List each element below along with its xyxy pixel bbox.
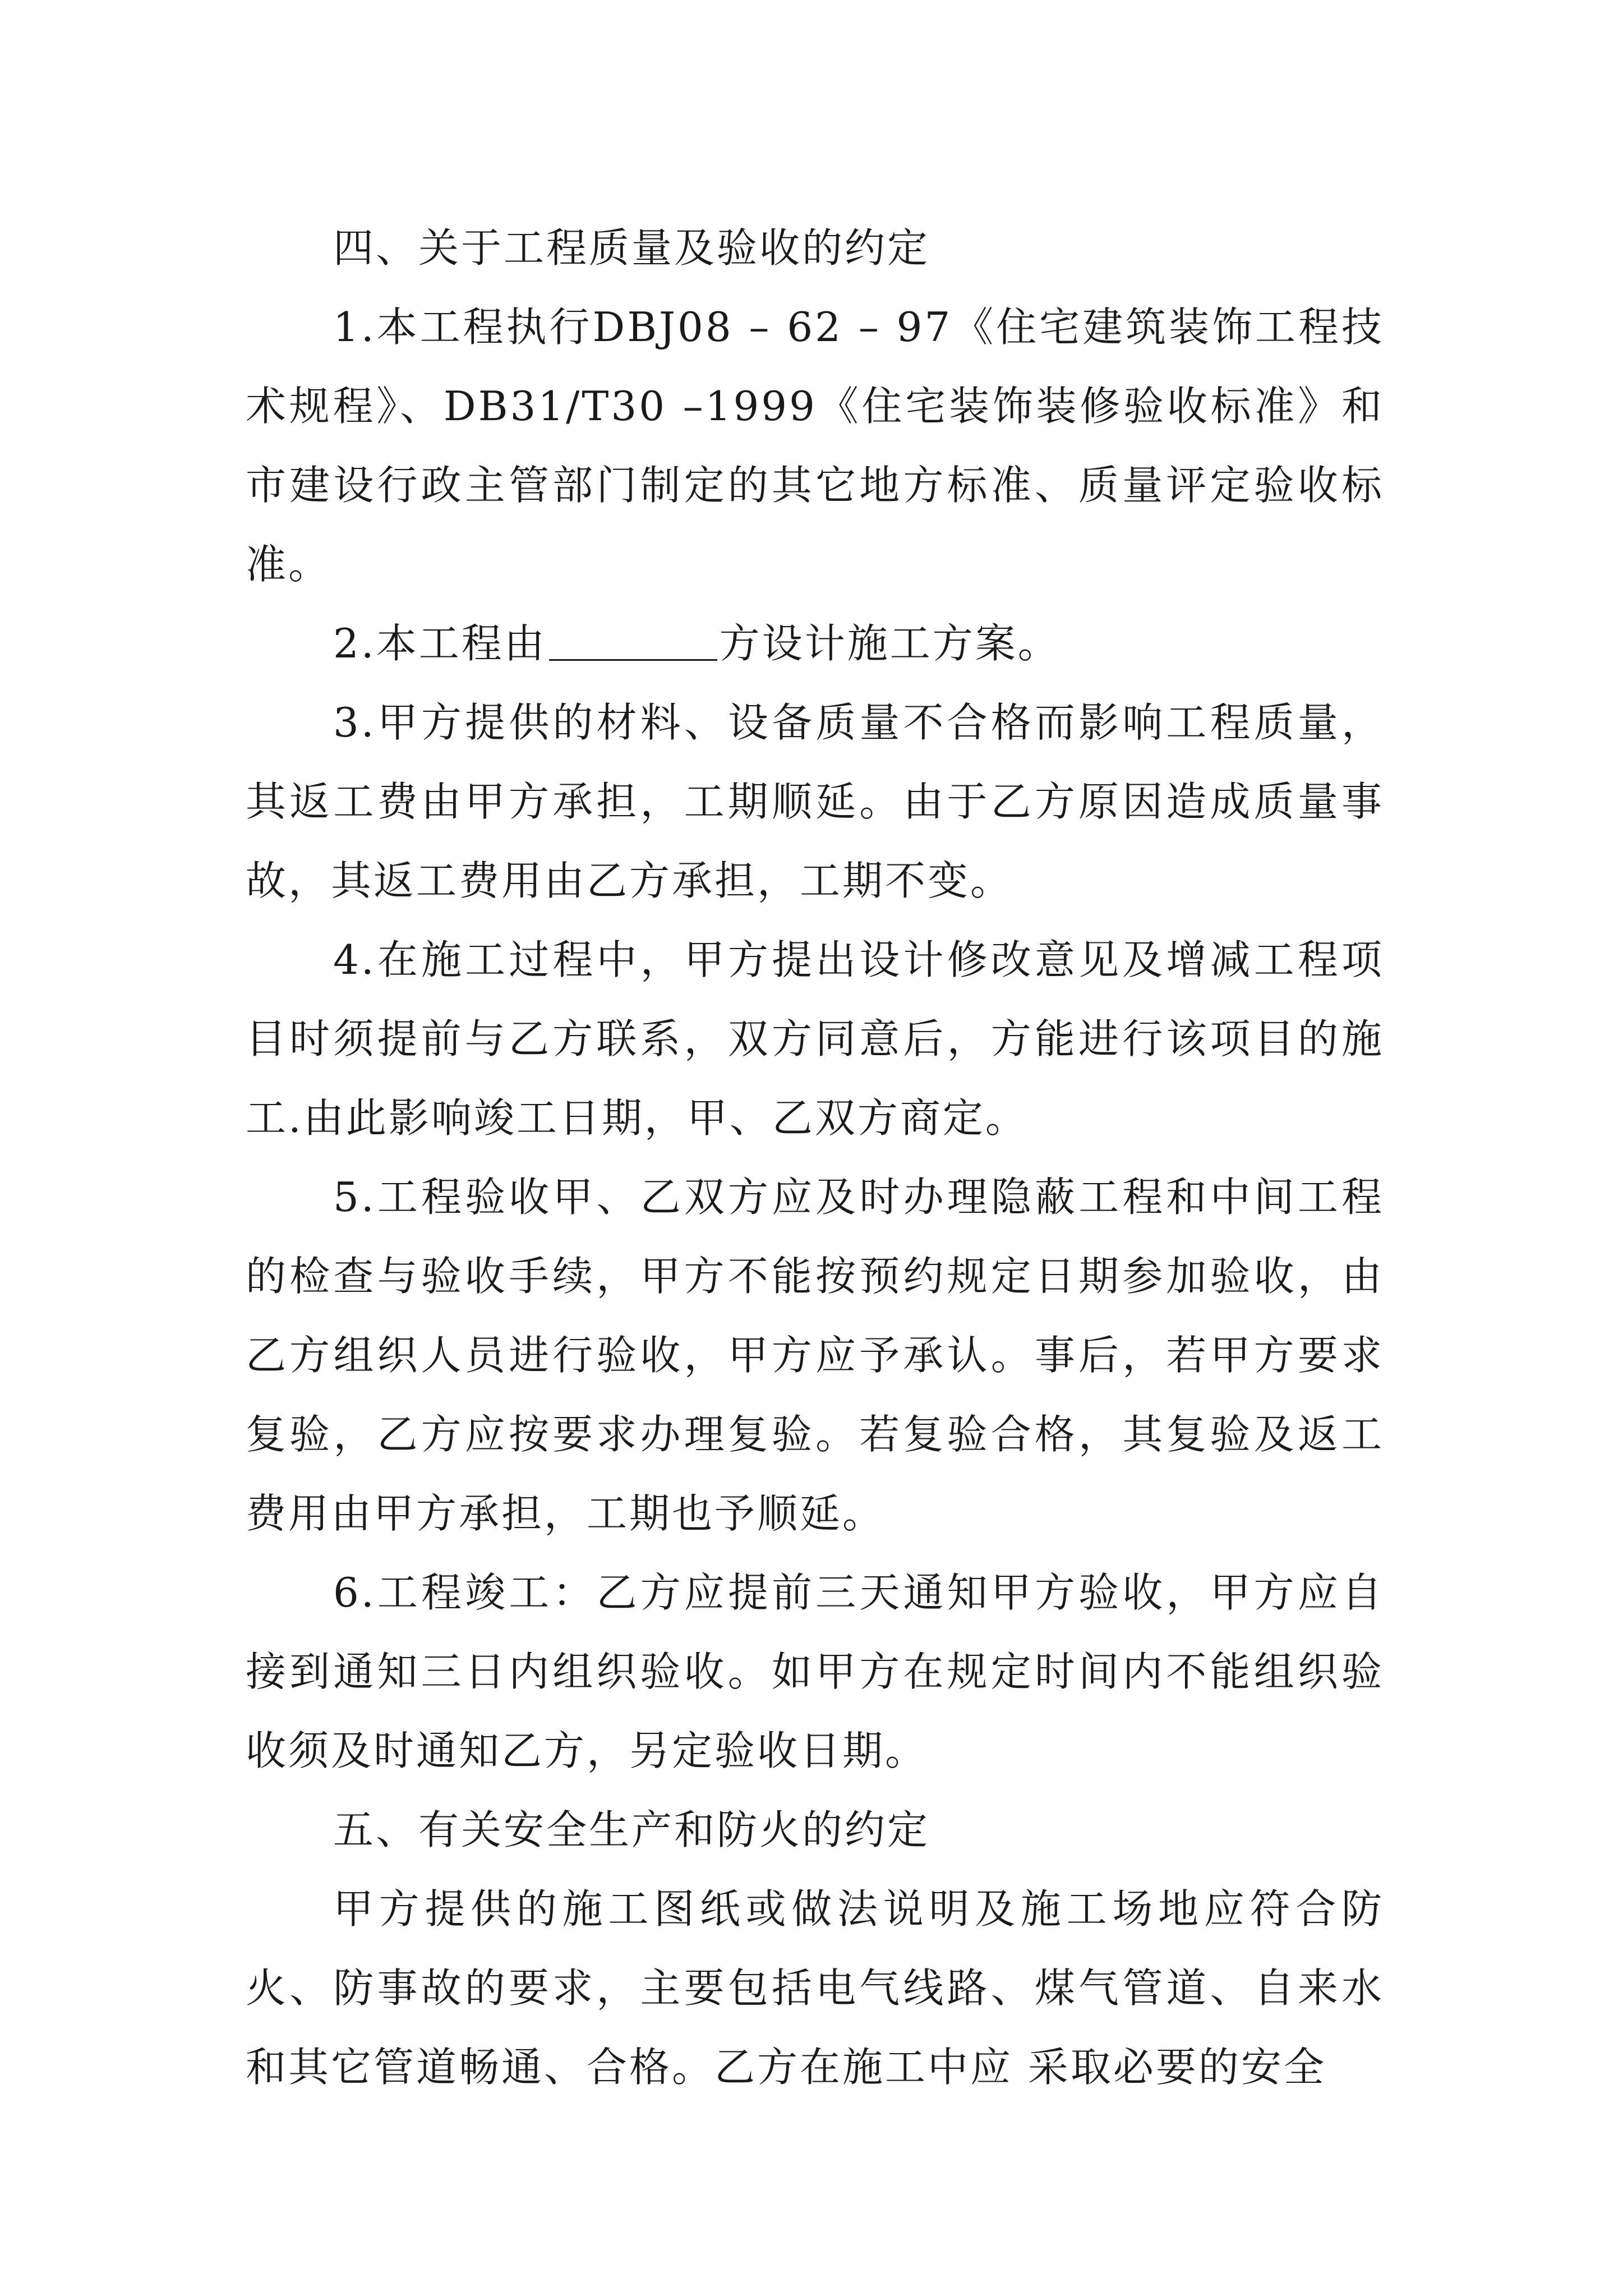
clause-3-materials: 3.甲方提供的材料、设备质量不合格而影响工程质量，其返工费由甲方承担，工期顺延。由于乙方原因造成质量事故，其返工费用由乙方承担，工期不变。 xyxy=(246,699,1384,904)
clause-6-completion: 6.工程竣工：乙方应提前三天通知甲方验收，甲方应自接到通知三日内组织验收。如甲方在规定时间内不能组织验收须及时通知乙方，另定验收日期。 xyxy=(246,1569,1384,1774)
section-heading-safety: 五、有关安全生产和防火的约定 xyxy=(333,1806,930,1853)
clause-2-prefix: 2.本工程由 xyxy=(333,620,547,667)
clause-4-design-changes: 4.在施工过程中，甲方提出设计修改意见及增减工程项目时须提前与乙方联系，双方同意后，方能进行该项目的施工.由此影响竣工日期，甲、乙双方商定。 xyxy=(246,936,1384,1142)
clause-1-standards: 1.本工程执行DBJ08 – 62 – 97《住宅建筑装饰工程技术规程》、DB31/T30 –1999《住宅装饰装修验收标准》和市建设行政主管部门制定的其它地方标准、质量评定验收标准。 xyxy=(246,303,1384,588)
fill-in-blank xyxy=(549,619,717,661)
clause-5-inspection: 5.工程验收甲、乙双方应及时办理隐蔽工程和中间工程的检查与验收手续，甲方不能按预约规定日期参加验收，由乙方组织人员进行验收，甲方应予承认。事后，若甲方要求复验，乙方应按要求办理复验。若复验合格，其复验及返工费用由甲方承担，工期也予顺延。 xyxy=(246,1174,1384,1537)
clause-2-suffix: 方设计施工方案。 xyxy=(719,620,1061,667)
clause-2-design xyxy=(246,604,1384,683)
document-body xyxy=(246,209,1384,2107)
safety-paragraph: 甲方提供的施工图纸或做法说明及施工场地应符合防火、防事故的要求，主要包括电气线路、煤气管道、自来水和其它管道畅通、合格。乙方在施工中应 采取必要的安全 xyxy=(246,1885,1384,2091)
section-heading-quality: 四、关于工程质量及验收的约定 xyxy=(333,224,930,272)
